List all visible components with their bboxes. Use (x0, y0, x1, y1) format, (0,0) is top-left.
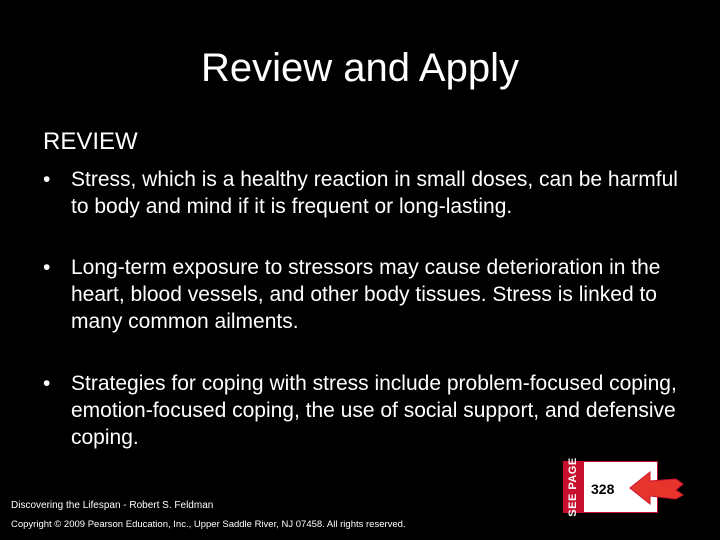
bullet-item (43, 254, 693, 335)
bullet-item (43, 166, 693, 220)
see-page-tab (563, 457, 583, 517)
section-label: REVIEW (43, 128, 138, 155)
bullet-marker: • (43, 256, 51, 279)
footer-book-credit: Discovering the Lifespan - Robert S. Feldman (11, 500, 214, 511)
slide-title: Review and Apply (201, 46, 519, 90)
see-page-number: 328 (591, 481, 615, 497)
bullet-text: Long-term exposure to stressors may cause deterioration in the heart, blood vessels, and other body tissues. Stress is linked to many common ailments. (71, 256, 661, 333)
bullet-text: Strategies for coping with stress include problem-focused coping, emotion-focused coping, the use of social support, and defensive coping. (71, 372, 677, 449)
arrow-icon (628, 468, 688, 508)
bullet-marker: • (43, 372, 51, 395)
see-page-label: SEE PAGE (567, 457, 579, 517)
footer-copyright: Copyright © 2009 Pearson Education, Inc., Upper Saddle River, NJ 07458. All rights reserved. (11, 519, 406, 530)
bullet-text: Stress, which is a healthy reaction in small doses, can be harmful to body and mind if it is frequent or long-lasting. (71, 168, 678, 218)
bullet-item (43, 370, 693, 451)
bullet-marker: • (43, 168, 51, 191)
